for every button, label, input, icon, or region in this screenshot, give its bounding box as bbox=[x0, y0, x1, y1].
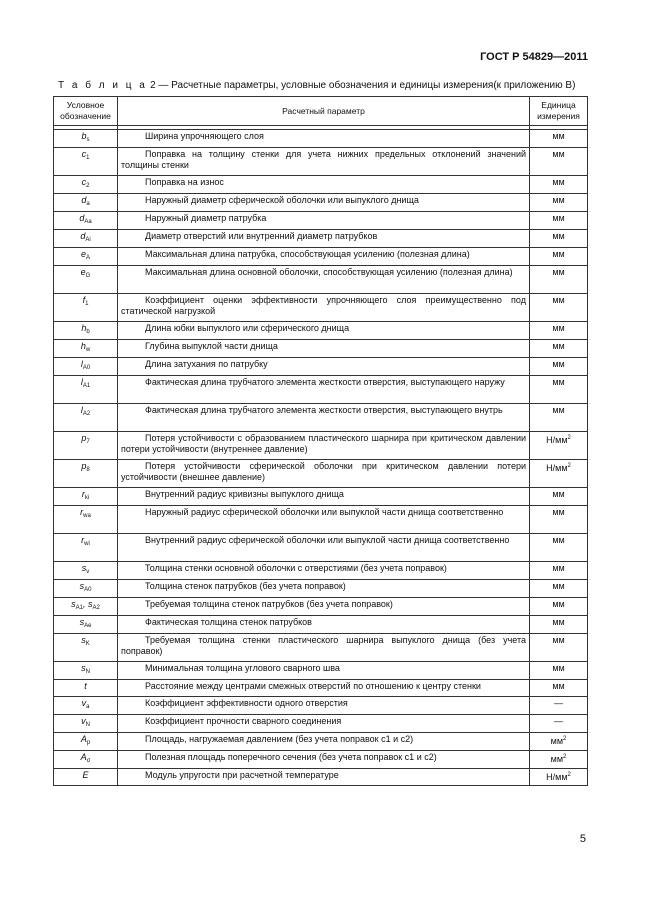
symbol-subscript: A1 bbox=[75, 605, 83, 611]
unit-superscript: 2 bbox=[567, 463, 571, 469]
table-row bbox=[54, 432, 588, 460]
unit: мм bbox=[552, 599, 565, 609]
unit-cell bbox=[530, 769, 588, 786]
table-row bbox=[54, 534, 588, 562]
unit-cell bbox=[530, 715, 588, 733]
parameter-cell: Модуль упругости при расчетной температуре bbox=[118, 769, 530, 786]
unit: мм bbox=[552, 581, 565, 591]
unit: мм bbox=[552, 149, 565, 159]
unit: мм bbox=[552, 563, 565, 573]
caption-number: 2 bbox=[150, 80, 156, 91]
symbol-cell bbox=[54, 534, 118, 562]
symbol-subscript: G bbox=[85, 273, 91, 279]
unit-cell bbox=[530, 230, 588, 248]
symbol-subscript: N bbox=[85, 722, 90, 728]
unit-superscript: 2 bbox=[567, 772, 571, 778]
symbol-cell bbox=[54, 662, 118, 680]
symbol-subscript: K bbox=[85, 641, 90, 647]
unit-cell bbox=[530, 340, 588, 358]
unit-superscript: 2 bbox=[563, 754, 567, 760]
symbol: s bbox=[81, 663, 86, 673]
symbol-subscript: ki bbox=[84, 495, 90, 501]
table-row bbox=[54, 340, 588, 358]
symbol: e bbox=[80, 249, 86, 259]
parameter-cell: Площадь, нагружаемая давлением (без учета поправок c1 и c2) bbox=[118, 733, 530, 751]
parameter-cell: Фактическая толщина стенок патрубков bbox=[118, 616, 530, 634]
parameter-cell: Ширина упрочняющего слоя bbox=[118, 130, 530, 148]
unit-cell bbox=[530, 506, 588, 534]
symbol-subscript: σ bbox=[86, 758, 91, 764]
table-row bbox=[54, 212, 588, 230]
parameter-cell: Длина затухания по патрубку bbox=[118, 358, 530, 376]
symbol-subscript: Ai bbox=[85, 237, 91, 243]
table-row bbox=[54, 769, 588, 786]
symbol: s bbox=[71, 599, 76, 609]
table-row bbox=[54, 634, 588, 662]
symbol-cell bbox=[54, 562, 118, 580]
parameter-cell: Минимальная толщина углового сварного шва bbox=[118, 662, 530, 680]
parameter-cell: Внутренний радиус сферической оболочки или выпуклой части днища соответственно bbox=[118, 534, 530, 562]
unit-cell bbox=[530, 432, 588, 460]
symbol: s bbox=[81, 563, 87, 573]
parameter-cell: Полезная площадь поперечного сечения (без учета поправок c1 и c2) bbox=[118, 751, 530, 769]
symbol-subscript: s bbox=[86, 137, 90, 143]
symbol: s bbox=[81, 635, 86, 645]
table-row bbox=[54, 488, 588, 506]
symbol: f bbox=[82, 295, 86, 305]
symbol-subscript: A2 bbox=[92, 605, 100, 611]
table-row bbox=[54, 358, 588, 376]
symbol-cell bbox=[54, 212, 118, 230]
symbol-subscript: 8 bbox=[86, 467, 90, 473]
symbol-cell bbox=[54, 404, 118, 432]
unit: мм bbox=[552, 267, 565, 277]
unit: — bbox=[554, 698, 563, 708]
parameter-cell: Наружный радиус сферической оболочки или выпуклой части днища соответственно bbox=[118, 506, 530, 534]
table-row bbox=[54, 322, 588, 340]
symbol-cell bbox=[54, 616, 118, 634]
unit-cell bbox=[530, 212, 588, 230]
unit-cell bbox=[530, 130, 588, 148]
symbol-subscript: A1 bbox=[82, 383, 91, 389]
symbol-subscript: a bbox=[86, 201, 90, 207]
unit-cell bbox=[530, 176, 588, 194]
parameter-cell: Коэффициент оценки эффективности упрочняющего слоя преимущественно под статической нагрузкой bbox=[118, 294, 530, 322]
symbol: r bbox=[80, 507, 84, 517]
symbol: p bbox=[81, 461, 87, 471]
unit-cell bbox=[530, 616, 588, 634]
table-row bbox=[54, 376, 588, 404]
unit-cell bbox=[530, 294, 588, 322]
parameter-cell: Поправка на износ bbox=[118, 176, 530, 194]
symbol-subscript: b bbox=[86, 329, 90, 335]
symbol: v bbox=[81, 716, 86, 726]
parameter-cell: Потеря устойчивости сферической оболочки при критическом давлении потери устойчивости (внешнее давление) bbox=[118, 460, 530, 488]
unit-superscript: 2 bbox=[567, 435, 571, 441]
table-row bbox=[54, 176, 588, 194]
unit: Н/мм bbox=[546, 435, 568, 445]
symbol-subscript: wi bbox=[84, 541, 90, 547]
symbol-subscript: N bbox=[85, 669, 90, 675]
table-row bbox=[54, 616, 588, 634]
symbol-subscript: 1 bbox=[85, 301, 89, 307]
unit: мм bbox=[550, 736, 564, 746]
symbol: h bbox=[81, 323, 87, 333]
unit: мм bbox=[552, 507, 565, 517]
col-header-symbol: Условное обозначение bbox=[54, 97, 118, 126]
symbol-cell bbox=[54, 715, 118, 733]
unit: мм bbox=[552, 295, 565, 305]
parameter-cell: Толщина стенки основной оболочки с отверстиями (без учета поправок) bbox=[118, 562, 530, 580]
symbol-subscript: 2 bbox=[86, 183, 90, 189]
table-row bbox=[54, 680, 588, 697]
parameter-cell: Наружный диаметр патрубка bbox=[118, 212, 530, 230]
table-row bbox=[54, 266, 588, 294]
symbol-cell bbox=[54, 697, 118, 715]
symbol-subscript: A2 bbox=[82, 411, 91, 417]
symbol-cell bbox=[54, 340, 118, 358]
symbol: c bbox=[81, 149, 87, 159]
unit: мм bbox=[552, 195, 565, 205]
unit: мм bbox=[552, 131, 565, 141]
unit: мм bbox=[552, 663, 565, 673]
parameter-cell: Внутренний радиус кривизны выпуклого днища bbox=[118, 488, 530, 506]
parameter-cell: Диаметр отверстий или внутренний диаметр патрубков bbox=[118, 230, 530, 248]
symbol: c bbox=[81, 177, 87, 187]
table-row bbox=[54, 460, 588, 488]
parameter-cell: Наружный диаметр сферической оболочки или выпуклого днища bbox=[118, 194, 530, 212]
symbol-cell bbox=[54, 248, 118, 266]
unit: мм bbox=[552, 359, 565, 369]
symbol-subscript: v bbox=[86, 569, 90, 575]
unit-cell bbox=[530, 680, 588, 697]
parameters-table bbox=[53, 96, 588, 786]
symbol: s bbox=[79, 581, 85, 591]
symbol: s bbox=[88, 599, 93, 609]
symbol: t bbox=[84, 681, 87, 691]
parameter-cell: Фактическая длина трубчатого элемента жесткости отверстия, выступающего наружу bbox=[118, 376, 530, 404]
caption-title: — Расчетные параметры, условные обозначения и единицы измерения(к приложению В) bbox=[158, 80, 576, 91]
symbol-cell bbox=[54, 266, 118, 294]
symbol: e bbox=[80, 267, 86, 277]
symbol-cell: $s_{A1}$, $s_{A2}$ bbox=[54, 598, 118, 616]
symbol-cell bbox=[54, 230, 118, 248]
table-row bbox=[54, 580, 588, 598]
symbol-cell bbox=[54, 376, 118, 404]
symbol-cell bbox=[54, 460, 118, 488]
symbol-cell bbox=[54, 130, 118, 148]
symbol-cell bbox=[54, 432, 118, 460]
symbol: l bbox=[80, 359, 83, 369]
unit-cell bbox=[530, 580, 588, 598]
parameter-cell: Коэффициент прочности сварного соединения bbox=[118, 715, 530, 733]
unit-cell bbox=[530, 662, 588, 680]
unit-cell bbox=[530, 404, 588, 432]
parameter-cell: Максимальная длина основной оболочки, способствующая усилению (полезная длина) bbox=[118, 266, 530, 294]
parameter-cell: Расстояние между центрами смежных отверстий по отношению к центру стенки bbox=[118, 680, 530, 697]
symbol: h bbox=[80, 341, 86, 351]
table-row bbox=[54, 248, 588, 266]
table-row bbox=[54, 733, 588, 751]
unit-cell bbox=[530, 376, 588, 404]
symbol: v bbox=[81, 698, 87, 708]
table-row bbox=[54, 506, 588, 534]
unit: мм bbox=[552, 617, 565, 627]
unit: мм bbox=[552, 323, 565, 333]
table-row bbox=[54, 404, 588, 432]
unit: мм bbox=[552, 489, 565, 499]
symbol-cell bbox=[54, 322, 118, 340]
unit-cell bbox=[530, 488, 588, 506]
unit: мм bbox=[550, 754, 564, 764]
symbol-subscript: w bbox=[85, 347, 91, 353]
unit: мм bbox=[552, 405, 565, 415]
table-row bbox=[54, 130, 588, 148]
unit-cell bbox=[530, 697, 588, 715]
symbol: E bbox=[82, 770, 89, 780]
symbol-subscript: A0 bbox=[84, 587, 92, 593]
symbol-subscript: a bbox=[86, 704, 90, 710]
parameter-cell: Потеря устойчивости с образованием пластического шарнира при критическом давлении потери устойчивости (внутреннее давление) bbox=[118, 432, 530, 460]
table-row bbox=[54, 662, 588, 680]
unit-cell bbox=[530, 562, 588, 580]
symbol-cell bbox=[54, 506, 118, 534]
unit-cell bbox=[530, 322, 588, 340]
unit-cell bbox=[530, 634, 588, 662]
symbol-subscript: A0 bbox=[82, 365, 91, 371]
symbol: p bbox=[81, 433, 87, 443]
table-row bbox=[54, 148, 588, 176]
symbol-subscript: 7 bbox=[86, 439, 90, 445]
symbol-cell bbox=[54, 751, 118, 769]
unit: — bbox=[554, 716, 563, 726]
symbol-cell bbox=[54, 148, 118, 176]
table-body bbox=[54, 130, 588, 786]
unit: мм bbox=[552, 249, 565, 259]
parameter-cell: Поправка на толщину стенки для учета нижних предельных отклонений значений толщины стенки bbox=[118, 148, 530, 176]
unit: Н/мм bbox=[546, 772, 568, 782]
table-row bbox=[54, 230, 588, 248]
unit-superscript: 2 bbox=[563, 736, 567, 742]
symbol-cell bbox=[54, 294, 118, 322]
symbol-cell bbox=[54, 176, 118, 194]
symbol: b bbox=[81, 131, 87, 141]
symbol: d bbox=[79, 213, 85, 223]
unit-cell bbox=[530, 751, 588, 769]
symbol: r bbox=[81, 535, 85, 545]
unit-cell bbox=[530, 460, 588, 488]
unit: мм bbox=[552, 635, 565, 645]
symbol-cell bbox=[54, 733, 118, 751]
symbol-cell bbox=[54, 580, 118, 598]
table-row bbox=[54, 598, 588, 616]
unit: Н/мм bbox=[546, 463, 568, 473]
parameter-cell: Длина юбки выпуклого или сферического днища bbox=[118, 322, 530, 340]
symbol-cell bbox=[54, 769, 118, 786]
parameter-cell: Требуемая толщина стенок патрубков (без учета поправок) bbox=[118, 598, 530, 616]
unit: мм bbox=[552, 341, 565, 351]
symbol: d bbox=[80, 231, 86, 241]
unit: мм bbox=[552, 177, 565, 187]
symbol: s bbox=[79, 617, 85, 627]
symbol-subscript: wa bbox=[83, 513, 91, 519]
col-header-parameter: Расчетный параметр bbox=[118, 97, 530, 126]
unit-cell bbox=[530, 534, 588, 562]
unit: мм bbox=[552, 213, 565, 223]
unit-cell bbox=[530, 598, 588, 616]
symbol-cell bbox=[54, 194, 118, 212]
table-row bbox=[54, 562, 588, 580]
unit-cell bbox=[530, 733, 588, 751]
unit-cell bbox=[530, 358, 588, 376]
symbol-subscript: Aa bbox=[84, 219, 92, 225]
symbol: A bbox=[80, 752, 87, 762]
parameter-cell: Коэффициент эффективности одного отверстия bbox=[118, 697, 530, 715]
table-row bbox=[54, 715, 588, 733]
unit: мм bbox=[552, 377, 565, 387]
symbol-subscript: 1 bbox=[86, 155, 90, 161]
symbol-cell bbox=[54, 680, 118, 697]
symbol-cell bbox=[54, 634, 118, 662]
parameter-cell: Максимальная длина патрубка, способствующая усилению (полезная длина) bbox=[118, 248, 530, 266]
symbol-cell bbox=[54, 358, 118, 376]
parameter-cell: Фактическая длина трубчатого элемента жесткости отверстия, выступающего внутрь bbox=[118, 404, 530, 432]
symbol: r bbox=[81, 489, 85, 499]
symbol: d bbox=[81, 195, 87, 205]
symbol: l bbox=[80, 405, 83, 415]
unit: мм bbox=[552, 681, 565, 691]
symbol-cell bbox=[54, 488, 118, 506]
symbol-subscript: A bbox=[86, 255, 91, 261]
parameter-cell: Толщина стенок патрубков (без учета поправок) bbox=[118, 580, 530, 598]
parameter-cell: Глубина выпуклой части днища bbox=[118, 340, 530, 358]
unit-cell bbox=[530, 248, 588, 266]
table-header-row bbox=[54, 97, 588, 126]
unit-cell bbox=[530, 266, 588, 294]
table-row bbox=[54, 194, 588, 212]
unit: мм bbox=[552, 231, 565, 241]
unit-cell bbox=[530, 148, 588, 176]
caption-prefix: Т а б л и ц а bbox=[58, 80, 148, 91]
standard-header: ГОСТ Р 54829—2011 bbox=[480, 51, 588, 63]
table-caption bbox=[58, 80, 575, 91]
table-row bbox=[54, 751, 588, 769]
parameter-cell: Требуемая толщина стенки пластического шарнира выпуклого днища (без учета поправок) bbox=[118, 634, 530, 662]
table-row bbox=[54, 697, 588, 715]
symbol-subscript: Ae bbox=[84, 623, 92, 629]
col-header-unit: Единица измерения bbox=[530, 97, 588, 126]
table-row bbox=[54, 294, 588, 322]
symbol: A bbox=[80, 734, 87, 744]
unit: мм bbox=[552, 535, 565, 545]
unit-cell bbox=[530, 194, 588, 212]
symbol: l bbox=[80, 377, 83, 387]
page-number: 5 bbox=[579, 833, 586, 845]
symbol-subscript: p bbox=[86, 740, 91, 746]
